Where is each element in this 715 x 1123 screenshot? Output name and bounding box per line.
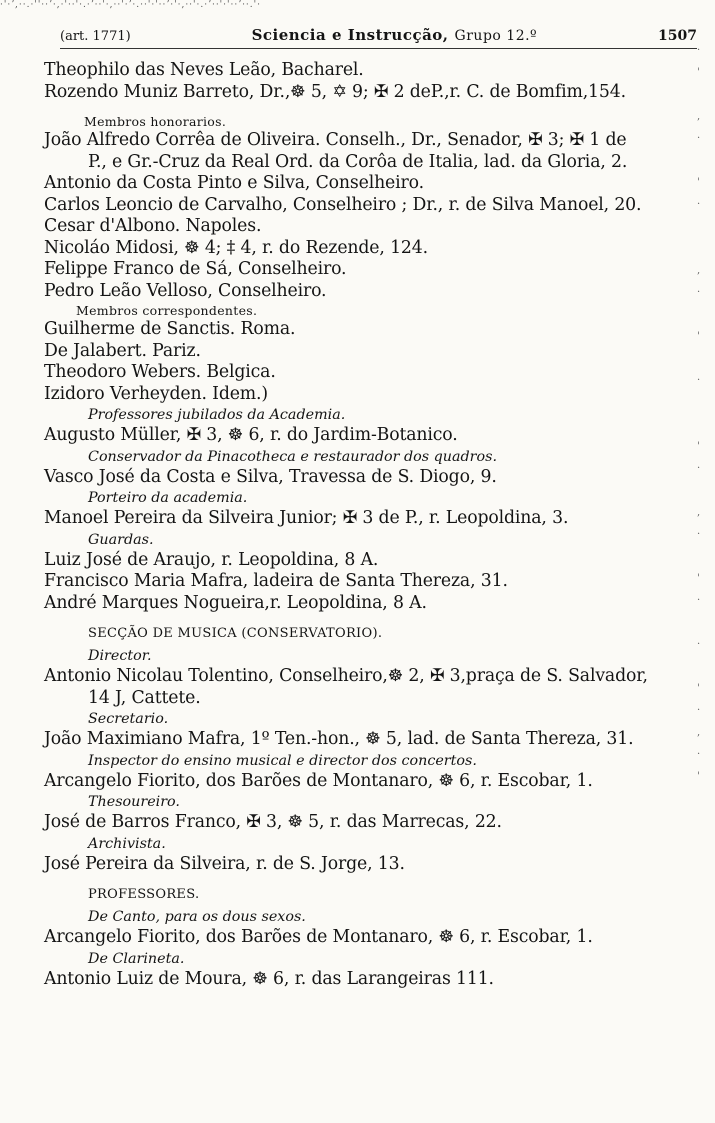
text-line-continuation: P., e Gr.-Cruz da Real Ord. da Corôa de Italia, lad. da Gloria, 2. — [88, 151, 628, 172]
text-line: Rozendo Muniz Barreto, Dr.,☸ 5, ✡ 9; ✠ 2 deP.,r. C. de Bomfim,154. — [44, 81, 626, 102]
text-line: Vasco José da Costa e Silva, Travessa de S. Diogo, 9. — [44, 466, 497, 487]
header-section-title: Sciencia e Instrucção, Grupo 12.º — [251, 26, 538, 44]
subheading-director: Director. — [88, 648, 152, 664]
page-body — [44, 60, 695, 990]
subheading-secretario: Secretario. — [88, 711, 169, 727]
text-line: Augusto Müller, ✠ 3, ☸ 6, r. do Jardim-Botanico. — [44, 425, 458, 445]
subheading-members-honorary: Membros honorarios. — [84, 114, 227, 129]
text-line: Guilherme de Sanctis. Roma. — [44, 319, 296, 339]
text-line: João Alfredo Corrêa de Oliveira. Conselh., Dr., Senador, ✠ 3; ✠ 1 de — [44, 130, 627, 150]
text-line: De Jalabert. Pariz. — [44, 340, 201, 361]
text-line: Izidoro Verheyden. Idem.) — [44, 383, 268, 404]
header-page-number: 1507 — [658, 28, 697, 44]
subheading-guardas: Guardas. — [88, 531, 154, 548]
text-line: Theodoro Webers. Belgica. — [44, 362, 276, 382]
top-edge-speckle: ·'·ʼ,··.·''··ʼ·,·'··'·.·ʼ··'·,··'·ʼ·.··'·'··ʼ·'·,··'·.·ʼ··'·'··ʼ··.'· — [0, 0, 261, 10]
subheading-thesoureiro: Thesoureiro. — [88, 794, 180, 810]
subheading-archivista: Archivista. — [88, 835, 166, 852]
text-line: Manoel Pereira da Silveira Junior; ✠ 3 de P., r. Leopoldina, 3. — [44, 508, 569, 528]
text-line: João Maximiano Mafra, 1º Ten.-hon., ☸ 5, lad. de Santa Thereza, 31. — [44, 729, 634, 749]
subheading-members-corresponding: Membros correspondentes. — [76, 303, 258, 318]
header-article-ref: (art. 1771) — [60, 29, 131, 44]
text-line: Antonio da Costa Pinto e Silva, Conselheiro. — [44, 173, 424, 193]
text-line: Cesar d'Albono. Napoles. — [44, 216, 262, 236]
subheading-conservador: Conservador da Pinacotheca e restaurador dos quadros. — [88, 448, 497, 465]
text-line: Francisco Maria Mafra, ladeira de Santa Thereza, 31. — [44, 571, 508, 591]
text-line: André Marques Nogueira,r. Leopoldina, 8 A. — [44, 592, 427, 613]
text-line: Nicoláo Midosi, ☸ 4; ‡ 4, r. do Rezende, 124. — [44, 237, 428, 258]
text-line: Antonio Luiz de Moura, ☸ 6, r. das Larangeiras 111. — [44, 968, 494, 989]
section-heading-professores: PROFESSORES. — [88, 887, 200, 902]
text-line: Arcangelo Fiorito, dos Barões de Montanaro, ☸ 6, r. Escobar, 1. — [44, 770, 593, 791]
subheading-porteiro: Porteiro da academia. — [88, 490, 248, 506]
text-line: Theophilo das Neves Leão, Bacharel. — [44, 60, 364, 80]
subheading-inspector: Inspector do ensino musical e director dos concertos. — [88, 752, 477, 769]
running-header — [60, 26, 697, 49]
text-line: Felippe Franco de Sá, Conselheiro. — [44, 259, 347, 279]
subheading-canto: De Canto, para os dous sexos. — [88, 909, 306, 925]
text-line: José de Barros Franco, ✠ 3, ☸ 5, r. das Marrecas, 22. — [44, 812, 502, 832]
text-line: Antonio Nicolau Tolentino, Conselheiro,☸ 2, ✠ 3,praça de S. Salvador, — [44, 666, 648, 686]
text-line: Luiz José de Araujo, r. Leopoldina, 8 A. — [44, 549, 379, 570]
text-line: José Pereira da Silveira, r. de S. Jorge, 13. — [44, 853, 405, 874]
section-heading-musica: SECÇÃO DE MUSICA (CONSERVATORIO). — [88, 626, 383, 641]
text-line: Arcangelo Fiorito, dos Barões de Montanaro, ☸ 6, r. Escobar, 1. — [44, 927, 593, 947]
right-margin-speckle: · ' , · ' · , · ' · ' · , · ' · · ' · , · ' — [697, 45, 701, 782]
text-line: Carlos Leoncio de Carvalho, Conselheiro ; Dr., r. de Silva Manoel, 20. — [44, 194, 642, 215]
subheading-clarineta: De Clarineta. — [88, 950, 185, 967]
subheading-professores-jubilados: Professores jubilados da Academia. — [88, 407, 346, 423]
text-line-continuation: 14 J, Cattete. — [88, 687, 201, 708]
text-line: Pedro Leão Velloso, Conselheiro. — [44, 280, 327, 301]
